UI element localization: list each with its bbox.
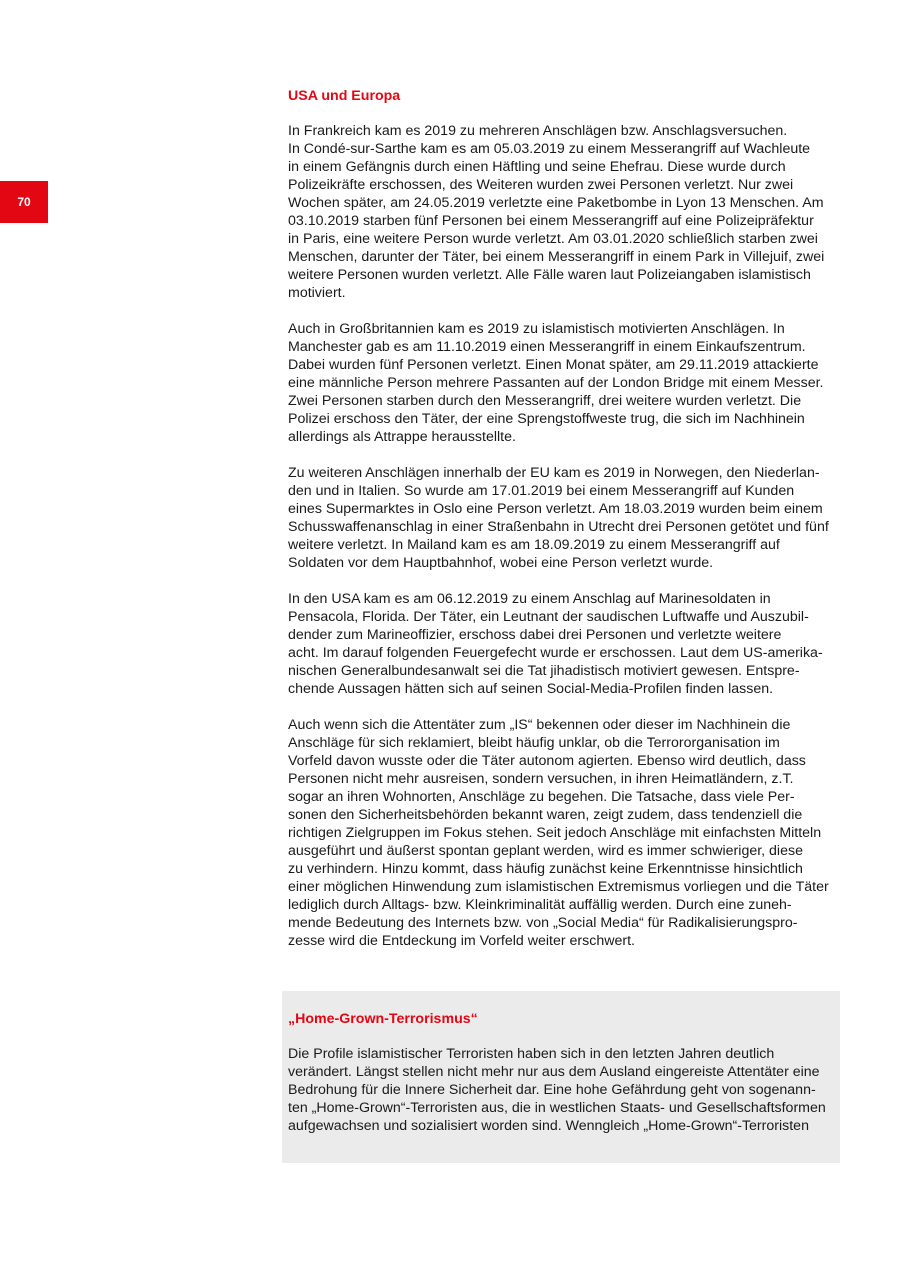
text-line: In Condé-sur-Sarthe kam es am 05.03.2019 zu einem Messerangriff auf Wachleute — [288, 141, 811, 157]
text-line: Menschen, darunter der Täter, bei einem Messerangriff in einem Park in Villejuif, zwei — [288, 249, 825, 265]
text-line: Pensacola, Florida. Der Täter, ein Leutnant der saudischen Luftwaffe und Auszubil- — [288, 609, 809, 625]
text-line: chende Aussagen hätten sich auf seinen Social-Media-Profilen finden lassen. — [288, 681, 774, 697]
text-line: lediglich durch Alltags- bzw. Kleinkriminalität auffällig werden. Durch eine zuneh- — [288, 897, 792, 913]
main-text-column — [288, 86, 836, 968]
text-line: In Frankreich kam es 2019 zu mehreren Anschlägen bzw. Anschlagsversuchen. — [288, 123, 788, 139]
text-line: Zwei Personen starben durch den Messerangriff, drei weitere wurden verletzt. Die — [288, 393, 802, 409]
text-line: acht. Im darauf folgenden Feuergefecht wurde er erschossen. Laut dem US-amerika- — [288, 645, 823, 661]
text-line: Polizei erschoss den Täter, der eine Sprengstoffweste trug, die sich im Nachhinein — [288, 411, 805, 427]
text-line: richtigen Zielgruppen im Fokus stehen. Seit jedoch Anschläge mit einfachsten Mitteln — [288, 825, 822, 841]
text-line: weitere verletzt. In Mailand kam es am 18.09.2019 zu einem Messerangriff auf — [288, 537, 780, 553]
text-line: ausgeführt und äußerst spontan geplant werden, wird es immer schwieriger, diese — [288, 843, 803, 859]
text-line: zesse wird die Entdeckung im Vorfeld weiter erschwert. — [288, 933, 635, 949]
text-line: 03.10.2019 starben fünf Personen bei einem Messerangriff auf eine Polizeipräfektur — [288, 213, 814, 229]
text-line: Zu weiteren Anschlägen innerhalb der EU kam es 2019 in Norwegen, den Niederlan- — [288, 465, 820, 481]
paragraph-great-britain — [288, 320, 836, 446]
text-line: Soldaten vor dem Hauptbahnhof, wobei eine Person verletzt wurde. — [288, 555, 714, 571]
text-line: Anschläge für sich reklamiert, bleibt häufig unklar, ob die Terrororganisation im — [288, 735, 780, 751]
text-line: Personen nicht mehr ausreisen, sondern versuchen, in ihren Heimatländern, z.T. — [288, 771, 794, 787]
text-line: Polizeikräfte erschossen, des Weiteren wurden zwei Personen verletzt. Nur zwei — [288, 177, 794, 193]
text-line: dender zum Marineoffizier, erschoss dabei drei Personen und verletzte weitere — [288, 627, 782, 643]
section-title: USA und Europa — [288, 88, 401, 104]
paragraph-usa — [288, 590, 836, 698]
page-number: 70 — [0, 181, 48, 223]
text-line: verändert. Längst stellen nicht mehr nur aus dem Ausland eingereiste Attentäter eine — [288, 1064, 820, 1080]
text-line: ten „Home-Grown“-Terroristen aus, die in westlichen Staats- und Gesellschaftsformen — [288, 1100, 826, 1116]
text-line: aufgewachsen und sozialisiert worden sind. Wenngleich „Home-Grown“-Terroristen — [288, 1118, 809, 1134]
text-line: Wochen später, am 24.05.2019 verletzte eine Paketbombe in Lyon 13 Menschen. Am — [288, 195, 824, 211]
paragraph-france — [288, 122, 836, 302]
text-line: in Paris, eine weitere Person wurde verletzt. Am 03.01.2020 schließlich starben zwei — [288, 231, 818, 247]
info-box-title: „Home-Grown-Terrorismus“ — [288, 1011, 478, 1027]
text-line: mende Bedeutung des Internets bzw. von „Social Media“ für Radikalisierungspro- — [288, 915, 798, 931]
text-line: in einem Gefängnis durch einen Häftling und seine Ehefrau. Diese wurde durch — [288, 159, 786, 175]
text-line: weitere Personen wurden verletzt. Alle Fälle waren laut Polizeiangaben islamistisch — [288, 267, 811, 283]
info-box-home-grown — [282, 991, 840, 1163]
text-line: sogar an ihren Wohnorten, Anschläge zu begehen. Die Tatsache, dass viele Per- — [288, 789, 795, 805]
info-box-content — [288, 1009, 838, 1153]
text-line: Auch in Großbritannien kam es 2019 zu islamistisch motivierten Anschlägen. In — [288, 321, 785, 337]
text-line: Manchester gab es am 11.10.2019 einen Messerangriff in einem Einkaufszentrum. — [288, 339, 806, 355]
text-line: nischen Generalbundesanwalt sei die Tat jihadistisch motiviert gewesen. Entspre- — [288, 663, 800, 679]
text-line: Auch wenn sich die Attentäter zum „IS“ bekennen oder dieser im Nachhinein die — [288, 717, 791, 733]
text-line: Schusswaffenanschlag in einer Straßenbahn in Utrecht drei Personen getötet und fünf — [288, 519, 829, 535]
text-line: sonen den Sicherheitsbehörden bekannt waren, zeigt zudem, dass tendenziell die — [288, 807, 803, 823]
text-line: zu verhindern. Hinzu kommt, dass häufig zunächst keine Erkenntnisse hinsichtlich — [288, 861, 803, 877]
info-box-paragraph — [288, 1045, 838, 1135]
text-line: Bedrohung für die Innere Sicherheit dar. Eine hohe Gefährdung geht von sogenann- — [288, 1082, 816, 1098]
text-line: einer möglichen Hinwendung zum islamistischen Extremismus vorliegen und die Täter — [288, 879, 829, 895]
text-line: Vorfeld davon wusste oder die Täter autonom agierten. Ebenso wird deutlich, dass — [288, 753, 806, 769]
text-line: eines Supermarktes in Oslo eine Person verletzt. Am 18.03.2019 wurden beim einem — [288, 501, 823, 517]
text-line: den und in Italien. So wurde am 17.01.2019 bei einem Messerangriff auf Kunden — [288, 483, 795, 499]
text-line: eine männliche Person mehrere Passanten auf der London Bridge mit einem Messer. — [288, 375, 824, 391]
text-line: Dabei wurden fünf Personen verletzt. Einen Monat später, am 29.11.2019 attackierte — [288, 357, 819, 373]
text-line: In den USA kam es am 06.12.2019 zu einem Anschlag auf Marinesoldaten in — [288, 591, 771, 607]
text-line: motiviert. — [288, 285, 346, 301]
text-line: allerdings als Attrappe herausstellte. — [288, 429, 516, 445]
text-line: Die Profile islamistischer Terroristen haben sich in den letzten Jahren deutlich — [288, 1046, 775, 1062]
paragraph-eu — [288, 464, 836, 572]
paragraph-analysis — [288, 716, 836, 950]
